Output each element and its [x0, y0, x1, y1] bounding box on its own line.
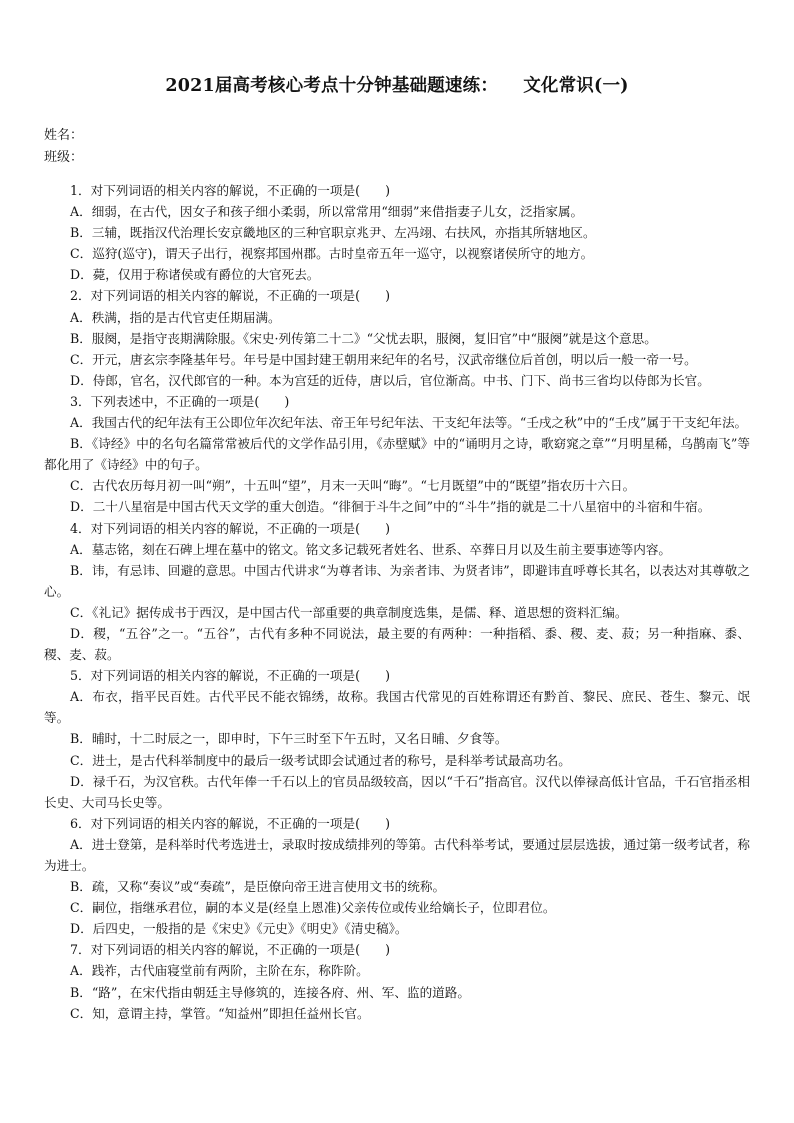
question-paragraph: D．后四史，一般指的是《宋史》《元史》《明史》《清史稿》。 [70, 921, 408, 937]
question-paragraph: B．讳，有忌讳、回避的意思。中国古代讲求“为尊者讳、为亲者讳、为贤者讳”，即避讳直呼尊长其名，以表达对其尊敬之心。 [44, 562, 750, 599]
question-paragraph: D．侍郎，官名，汉代郎官的一种。本为宫廷的近侍，唐以后，官位渐高。中书、门下、尚书三省均以侍郎为长官。 [70, 372, 710, 388]
question-paragraph: A．布衣，指平民百姓。古代平民不能衣锦绣，故称。我国古代常见的百姓称谓还有黔首、黎民、庶民、苍生、黎元、氓等。 [44, 689, 750, 726]
question-paragraph: D．二十八星宿是中国古代天文学的重大创造。“徘徊于斗牛之间”中的“斗牛”指的就是二十八星宿中的斗宿和牛宿。 [70, 499, 711, 515]
question-paragraph: 6．对下列词语的相关内容的解说，不正确的一项是( ) [70, 815, 391, 831]
question-paragraph: C．巡狩(巡守)，谓天子出行，视察邦国州郡。古时皇帝五年一巡守，以视察诸侯所守的地方。 [70, 246, 594, 262]
question-paragraph: D．稷，“五谷”之一。“五谷”，古代有多种不同说法，最主要的有两种：一种指稻、黍、稷、麦、菽；另一种指麻、黍、稷、麦、菽。 [44, 625, 750, 663]
question-paragraph: 5．对下列词语的相关内容的解说，不正确的一项是( ) [70, 668, 391, 684]
question-paragraph: D．禄千石，为汉官秩。古代年俸一千石以上的官员品级较高，因以“千石”指高官。汉代以俸禄高低计官品，千石官指丞相长史、大司马长史等。 [44, 773, 750, 810]
question-paragraph: A．细弱，在古代，因女子和孩子细小柔弱，所以常常用“细弱”来借指妻子儿女，泛指家属。 [70, 204, 584, 220]
question-paragraph: C．嗣位，指继承君位，嗣的本义是(经皇上恩准)父亲传位或传业给嫡长子，位即君位。 [70, 900, 556, 916]
question-paragraph: B．《诗经》中的名句名篇常常被后代的文学作品引用，《赤壁赋》中的“诵明月之诗，歌窈窕之章”“月明星稀，乌鹊南飞”等都化用了《诗经》中的句子。 [44, 436, 750, 473]
question-paragraph: A．墓志铭，刻在石碑上埋在墓中的铭文。铭文多记载死者姓名、世系、卒葬日月以及生前主要事迹等内容。 [70, 541, 672, 557]
question-body [44, 180, 750, 1024]
question-paragraph: 7．对下列词语的相关内容的解说，不正确的一项是( ) [70, 942, 391, 958]
question-paragraph: 2．对下列词语的相关内容的解说，不正确的一项是( ) [70, 288, 391, 304]
question-paragraph: A．秩满，指的是古代官吏任期届满。 [70, 309, 281, 325]
question-paragraph: 4．对下列词语的相关内容的解说，不正确的一项是( ) [70, 520, 391, 536]
question-paragraph: B．疏，又称“奏议”或“奏疏”，是臣僚向帝王进言使用文书的统称。 [70, 879, 446, 895]
question-paragraph: B．三辅，既指汉代治理长安京畿地区的三种官职京兆尹、左冯翊、右扶风，亦指其所辖地区。 [70, 225, 596, 241]
question-paragraph: B．服阕，是指守丧期满除服。《宋史·列传第二十二》“父忧去职，服阕，复旧官”中“服阕”就是这个意思。 [70, 330, 657, 346]
question-paragraph: A．践祚，古代庙寝堂前有两阶，主阶在东，称阼阶。 [70, 963, 369, 979]
question-paragraph: A．进士登第，是科举时代考选进士，录取时按成绩排列的等第。古代科举考试，要通过层层选拔，通过第一级考试者，称为进士。 [44, 836, 750, 873]
question-paragraph: C．知，意谓主持，掌管。“知益州”即担任益州长官。 [70, 1005, 370, 1021]
question-paragraph: A．我国古代的纪年法有王公即位年次纪年法、帝王年号纪年法、干支纪年法等。“壬戌之秋”中的“壬戌”属于干支纪年法。 [70, 415, 748, 431]
class-label: 班级： [44, 150, 84, 165]
question-paragraph: C．开元，唐玄宗李隆基年号。年号是中国封建王朝用来纪年的名号，汉武帝继位后首创，明以后一般一帝一号。 [70, 351, 697, 367]
document-title: 2021届高考核心考点十分钟基础题速练： 文化常识(一) [165, 76, 629, 96]
question-paragraph: C．《礼记》据传成书于西汉，是中国古代一部重要的典章制度选集，是儒、释、道思想的资料汇编。 [70, 604, 628, 620]
name-label: 姓名： [44, 128, 84, 143]
question-paragraph: D．薨，仅用于称诸侯或有爵位的大官死去。 [70, 267, 320, 283]
question-paragraph: C．进士，是古代科举制度中的最后一级考试即会试通过者的称号，是科举考试最高功名。 [70, 752, 571, 768]
question-paragraph: B．“路”，在宋代指由朝廷主导修筑的，连接各府、州、军、监的道路。 [70, 984, 470, 1000]
question-paragraph: 1．对下列词语的相关内容的解说，不正确的一项是( ) [70, 183, 391, 198]
question-paragraph: C．古代农历每月初一叫“朔”，十五叫“望”，月末一天叫“晦”。“七月既望”中的“既望”指农历十六日。 [70, 478, 636, 494]
question-paragraph: B．晡时，十二时辰之一，即申时，下午三时至下午五时，又名日晡、夕食等。 [70, 731, 508, 747]
question-paragraph: 3．下列表述中，不正确的一项是( ) [70, 393, 290, 409]
